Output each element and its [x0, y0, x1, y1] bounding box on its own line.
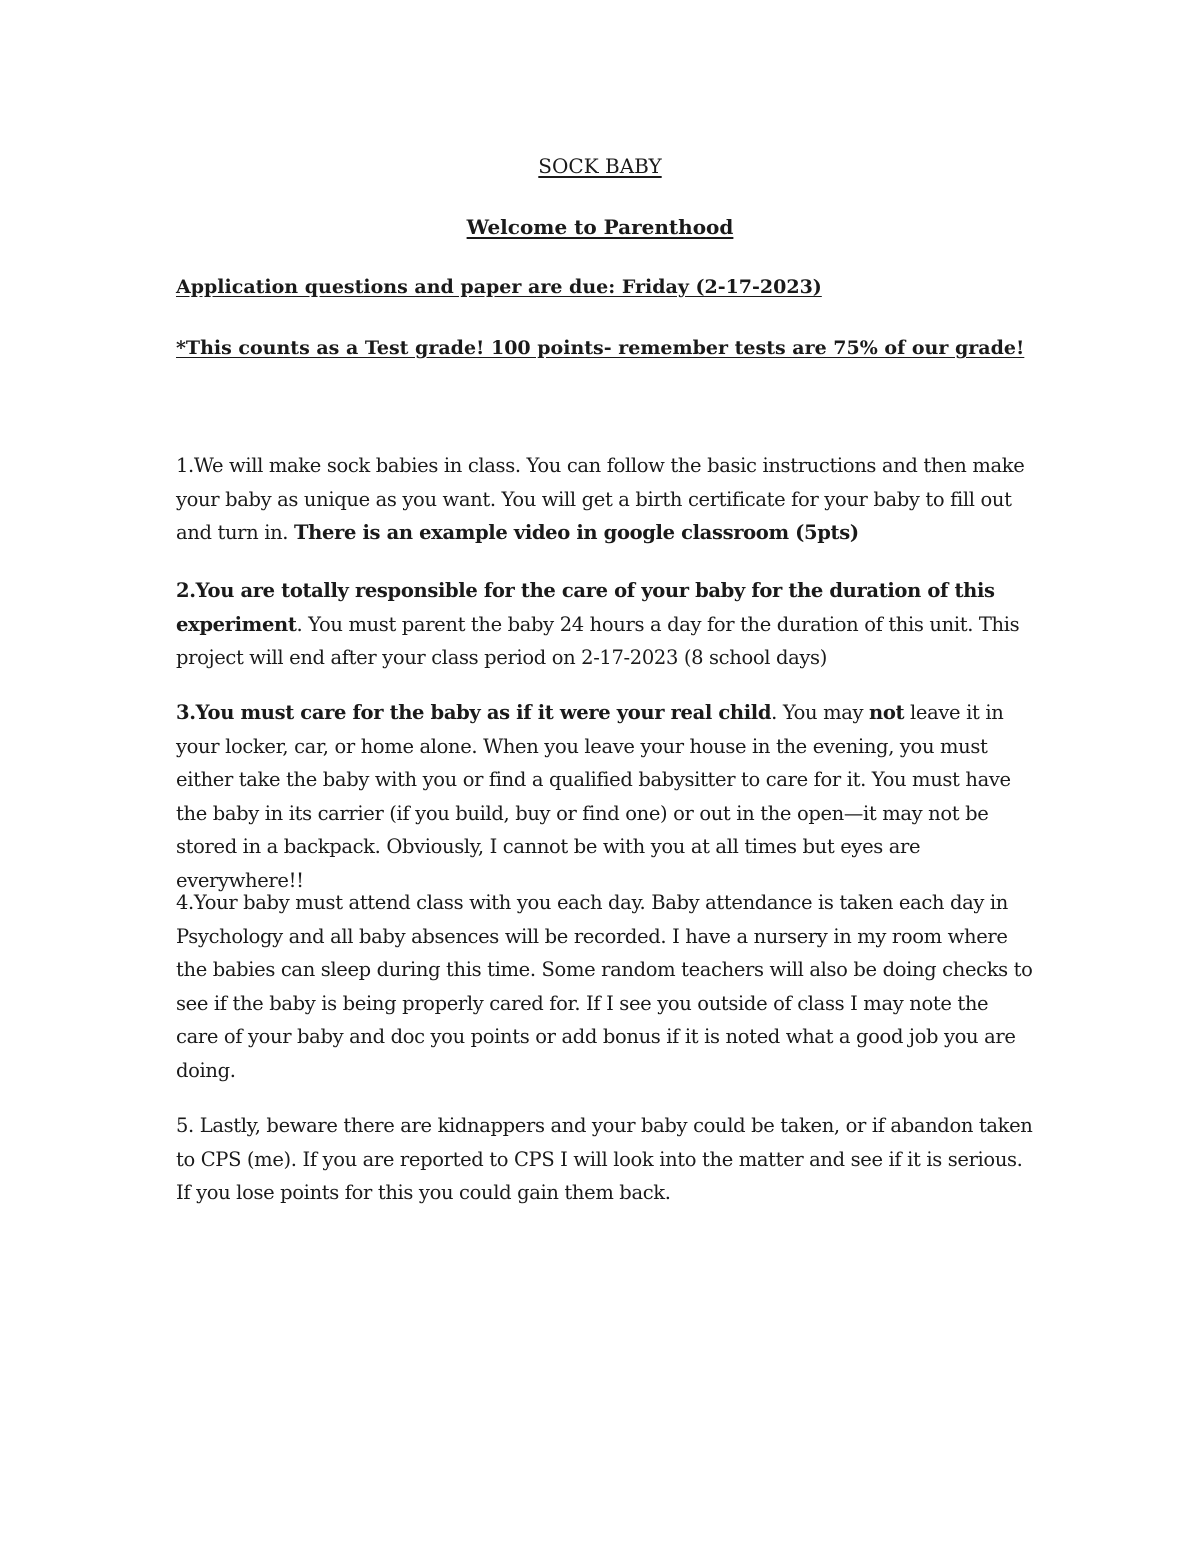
- item-5-text: 5. Lastly, beware there are kidnappers and your baby could be taken, or if abandon taken to CPS (me). If you are reported to CPS I will look into the matter and see if it is serious. If you lose points for this you could gain them back.: [176, 1114, 1033, 1204]
- item-2-text: . You must parent the baby 24 hours a day for the duration of this unit. This project will end after your class period on 2-17-2023 (8 school days): [176, 612, 1020, 669]
- due-date-line: Application questions and paper are due: Friday (2-17-2023): [176, 276, 822, 298]
- item-2-bold-text: 2.You are totally responsible for the care of your baby for the duration of this experiment: [176, 579, 995, 636]
- item-3-emphasis: not: [869, 701, 905, 724]
- item-1-text: 1.We will make sock babies in class. You can follow the basic instructions and then make your baby as unique as you want. You will get a birth certificate for your baby to fill out and turn in.: [176, 454, 1025, 544]
- document-title: SOCK BABY: [538, 154, 662, 178]
- instruction-item-5: [176, 1109, 1036, 1210]
- item-3-text: . You may: [771, 701, 870, 724]
- instruction-item-4: [176, 886, 1036, 1087]
- instruction-item-2: [176, 574, 1036, 675]
- instruction-item-1: [176, 449, 1036, 550]
- instruction-item-3: [176, 696, 1036, 897]
- item-1-bold-text: There is an example video in google classroom (5pts): [293, 521, 859, 544]
- document-subtitle: Welcome to Parenthood: [466, 215, 734, 239]
- item-3-bold-text: 3.You must care for the baby as if it were your real child: [176, 701, 772, 724]
- item-4-text: 4.Your baby must attend class with you each day. Baby attendance is taken each day in Psychology and all baby absences will be recorded. I have a nursery in my room where the babies can sleep during this time. Some random teachers will also be doing checks to see if the baby is being properly cared for. If I see you outside of class I may note the care of your baby and doc you points or add bonus if it is noted what a good job you are doing.: [176, 891, 1033, 1082]
- grade-note-line: *This counts as a Test grade! 100 points- remember tests are 75% of our grade!: [176, 337, 1025, 359]
- item-3-text-cont: leave it in your locker, car, or home alone. When you leave your house in the evening, you must either take the baby with you or find a qualified babysitter to care for it. You must have the baby in its carrier (if you build, buy or find one) or out in the open—it may not be stored in a backpack. Obviously, I cannot be with you at all times but eyes are everywhere!!: [176, 701, 1011, 892]
